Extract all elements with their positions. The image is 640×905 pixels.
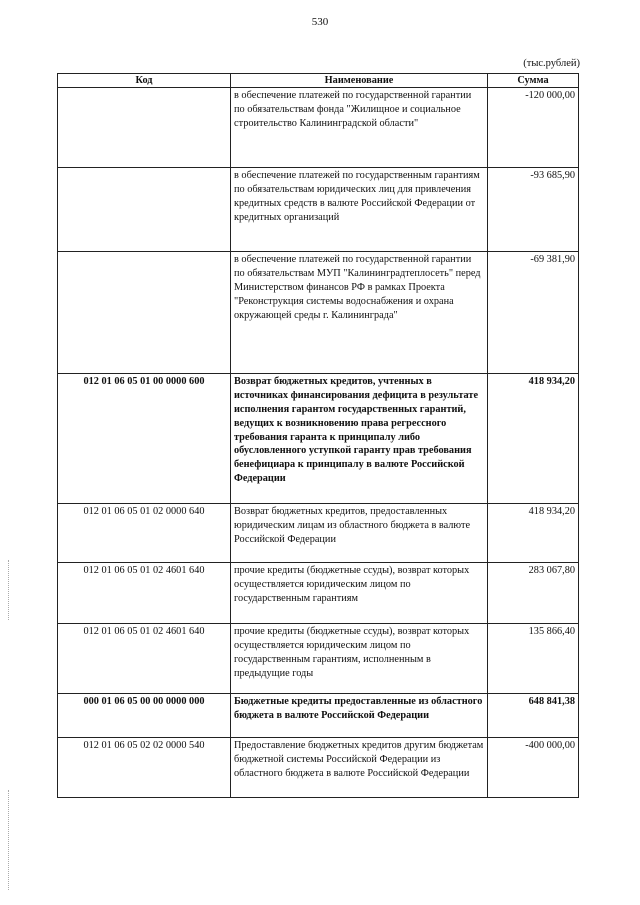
row-code: 012 01 06 05 01 02 4601 640 xyxy=(58,563,231,624)
table-row xyxy=(58,694,579,738)
row-name: Бюджетные кредиты предоставленные из областного бюджета в валюте Российской Федерации xyxy=(231,694,488,738)
header-code: Код xyxy=(58,74,231,88)
row-sum: 418 934,20 xyxy=(488,504,579,563)
table-row xyxy=(58,738,579,798)
row-name: в обеспечение платежей по государственным гарантиям по обязательствам юридических лиц для привлечения кредитных средств в валюте Российской Федерации от кредитных организаций xyxy=(231,168,488,252)
budget-table xyxy=(57,73,579,798)
table-row xyxy=(58,252,579,374)
row-code: 012 01 06 05 01 02 0000 640 xyxy=(58,504,231,563)
table-body xyxy=(58,88,579,798)
row-sum: -69 381,90 xyxy=(488,252,579,374)
header-name: Наименование xyxy=(231,74,488,88)
table-row xyxy=(58,168,579,252)
row-name: в обеспечение платежей по государственной гарантии по обязательствам МУП "Калининградтеплосеть" перед Министерством финансов РФ в рамках Проекта "Реконструкция системы водоснабжения и охрана окружающей среды г. Калининграда" xyxy=(231,252,488,374)
row-sum: 648 841,38 xyxy=(488,694,579,738)
page-number: 530 xyxy=(311,16,329,28)
row-name: в обеспечение платежей по государственной гарантии по обязательствам фонда "Жилищное и социальное строительство Калининградской области" xyxy=(231,88,488,168)
table-row xyxy=(58,504,579,563)
row-name: Предоставление бюджетных кредитов другим бюджетам бюджетной системы Российской Федерации из областного бюджета в валюте Российской Федерации xyxy=(231,738,488,798)
row-code xyxy=(58,88,231,168)
table-row xyxy=(58,88,579,168)
table-header-row xyxy=(58,74,579,88)
row-code: 000 01 06 05 00 00 0000 000 xyxy=(58,694,231,738)
row-sum: -93 685,90 xyxy=(488,168,579,252)
row-code xyxy=(58,252,231,374)
row-sum: 418 934,20 xyxy=(488,374,579,504)
row-code: 012 01 06 05 02 02 0000 540 xyxy=(58,738,231,798)
row-name: прочие кредиты (бюджетные ссуды), возврат которых осуществляется юридическим лицом по государственным гарантиям, исполненным в предыдущие годы xyxy=(231,624,488,694)
table-row xyxy=(58,624,579,694)
row-code xyxy=(58,168,231,252)
row-sum: -120 000,00 xyxy=(488,88,579,168)
row-name: Возврат бюджетных кредитов, предоставленных юридическим лицам из областного бюджета в валюте Российской Федерации xyxy=(231,504,488,563)
row-code: 012 01 06 05 01 00 0000 600 xyxy=(58,374,231,504)
row-sum: 283 067,80 xyxy=(488,563,579,624)
row-sum: -400 000,00 xyxy=(488,738,579,798)
table-row xyxy=(58,563,579,624)
row-name: прочие кредиты (бюджетные ссуды), возврат которых осуществляется юридическим лицом по государственным гарантиям xyxy=(231,563,488,624)
row-code: 012 01 06 05 01 02 4601 640 xyxy=(58,624,231,694)
header-sum: Сумма xyxy=(488,74,579,88)
margin-dotted-line xyxy=(8,560,10,620)
margin-dotted-line xyxy=(8,790,10,890)
table-row xyxy=(58,374,579,504)
row-name: Возврат бюджетных кредитов, учтенных в источниках финансирования дефицита в результате исполнения гарантом государственных гарантий, ведущих к возникновению права регрессного требования гаранта к принципалу либо обусловленного уступкой гаранту прав требования бенефициара к принципалу в валюте Российской Федерации xyxy=(231,374,488,504)
row-sum: 135 866,40 xyxy=(488,624,579,694)
units-label: (тыс.рублей) xyxy=(523,58,580,69)
